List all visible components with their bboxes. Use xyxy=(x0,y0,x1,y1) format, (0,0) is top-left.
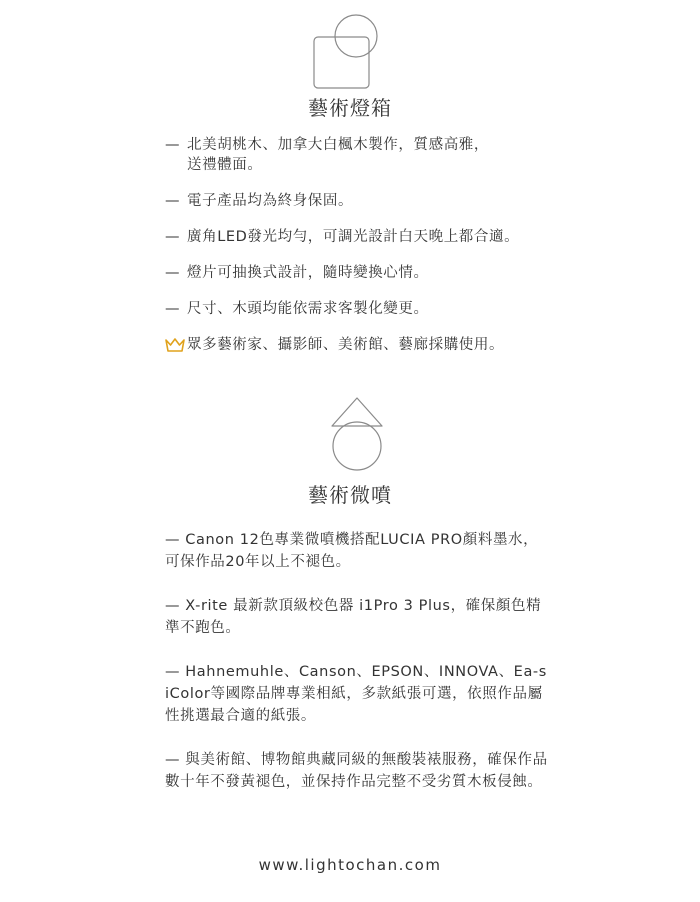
list-item-line: 燈片可抽換式設計，隨時變換心情。 xyxy=(187,265,429,281)
list-item: — Hahnemuhle、Canson、EPSON、INNOVA、Ea-siColor等國際品牌專業相紙，多款紙張可選，依照作品屬性挑選最合適的紙張。 xyxy=(165,664,547,724)
website-link[interactable]: www.lightochan.com xyxy=(258,856,442,874)
list-item: — X-rite 最新款頂級校色器 i1Pro 3 Plus，確保顏色精準不跑色。 xyxy=(165,598,542,636)
list-item: — 與美術館、博物館典藏同級的無酸裝裱服務，確保作品數十年不發黃褪色，並保持作品完整不受劣質木板侵蝕。 xyxy=(165,752,548,790)
dash-marker: — xyxy=(165,137,181,153)
list-item-line: 眾多藝術家、攝影師、美術館、藝廊採購使用。 xyxy=(187,337,505,353)
print-logo-icon xyxy=(327,393,387,475)
dash-marker: — xyxy=(165,193,181,209)
lightbox-logo-icon xyxy=(310,10,380,92)
list-item-line: 廣角LED發光均勻，可調光設計白天晚上都合適。 xyxy=(187,229,520,245)
section-title-lightbox: 藝術燈箱 xyxy=(308,96,392,120)
list-item xyxy=(165,263,565,283)
list-item xyxy=(165,191,565,211)
list-item xyxy=(165,135,565,175)
list-item-line: 北美胡桃木、加拿大白楓木製作，質感高雅， xyxy=(187,137,489,153)
dash-marker: — xyxy=(165,265,181,281)
crown-icon xyxy=(165,338,185,352)
lightbox-feature-list xyxy=(165,135,565,371)
list-item-line: 送禮體面。 xyxy=(187,157,263,173)
list-item xyxy=(165,227,565,247)
list-item-line: 電子產品均為終身保固。 xyxy=(187,193,354,209)
list-item: — Canon 12色專業微噴機搭配LUCIA PRO顏料墨水，可保作品20年以上不褪色。 xyxy=(165,532,539,570)
dash-marker: — xyxy=(165,229,181,245)
list-item-line: 尺寸、木頭均能依需求客製化變更。 xyxy=(187,301,429,317)
section-title-print: 藝術微噴 xyxy=(308,483,392,507)
list-item-crown xyxy=(165,335,565,355)
print-feature-list xyxy=(165,529,550,815)
dash-marker: — xyxy=(165,301,181,317)
list-item xyxy=(165,299,565,319)
